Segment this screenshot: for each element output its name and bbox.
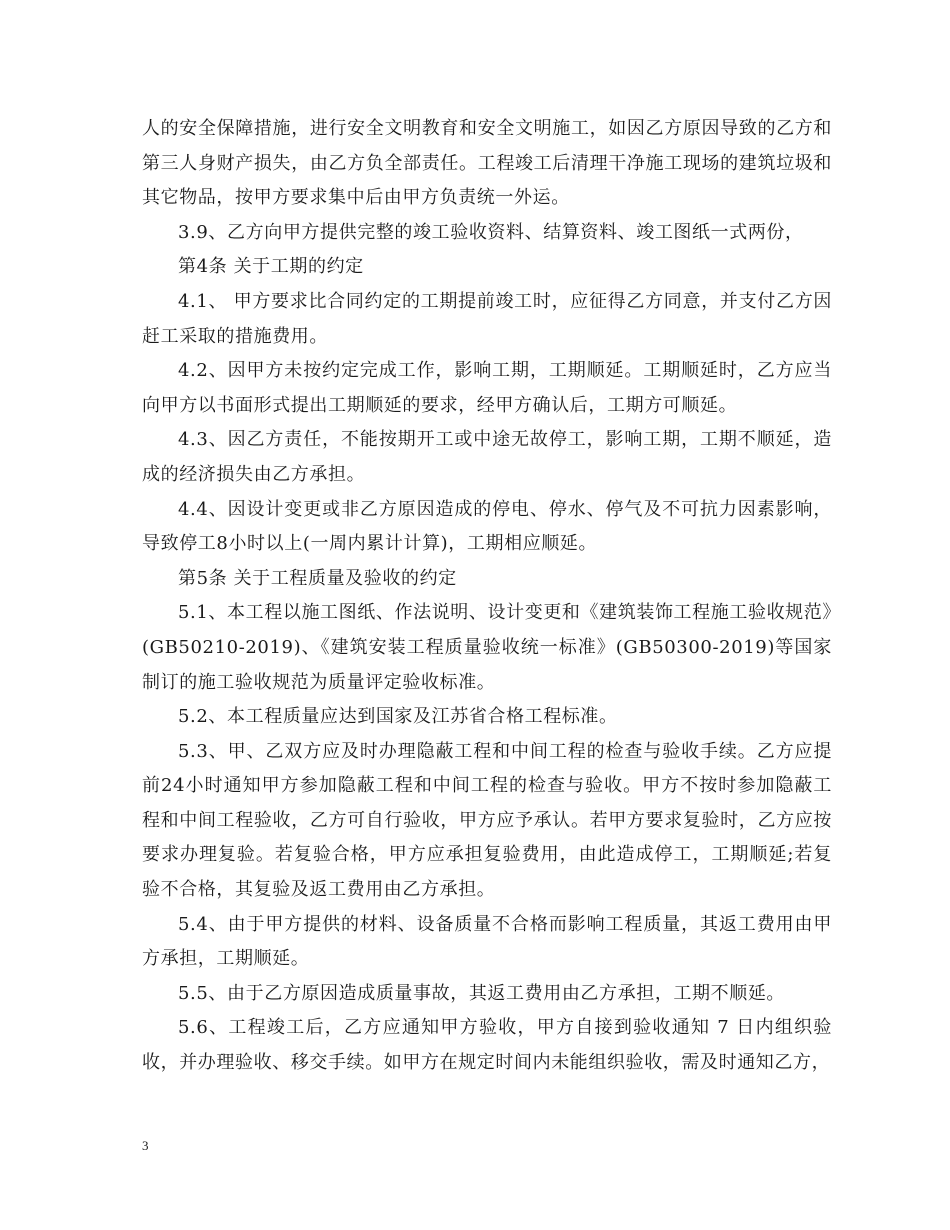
paragraph-5-3: 5.3、甲、乙双方应及时办理隐蔽工程和中间工程的检查与验收手续。乙方应提前24小时通知甲方参加隐蔽工程和中间工程的检查与验收。甲方不按时参加隐蔽工程和中间工程验收，乙方可自行验收，甲方应予承认。若甲方要求复验时，乙方应按要求办理复验。若复验合格，甲方应承担复验费用，由此造成停工，工期顺延;若复验不合格，其复验及返工费用由乙方承担。 — [142, 740, 832, 901]
paragraph-5-2: 5.2、本工程质量应达到国家及江苏省合格工程标准。 — [178, 706, 618, 728]
page-number: 3 — [142, 1138, 149, 1153]
paragraph-5-5: 5.5、由于乙方原因造成质量事故，其返工费用由乙方承担，工期不顺延。 — [178, 982, 786, 1004]
paragraph-safety-continued: 人的安全保障措施，进行安全文明教育和安全文明施工，如因乙方原因导致的乙方和第三人身财产损失，由乙方负全部责任。工程竣工后清理干净施工现场的建筑垃圾和其它物品，按甲方要求集中后由甲方负责统一外运。 — [142, 118, 832, 209]
paragraph-5-4: 5.4、由于甲方提供的材料、设备质量不合格而影响工程质量，其返工费用由甲方承担，工期顺延。 — [142, 913, 832, 970]
paragraph-3-9: 3.9、乙方向甲方提供完整的竣工验收资料、结算资料、竣工图纸一式两份， — [178, 221, 804, 243]
paragraph-5-1: 5.1、本工程以施工图纸、作法说明、设计变更和《建筑装饰工程施工验收规范》(GB50210-2019)、《建筑安装工程质量验收统一标准》(GB50300-2019)等国家制订的施工验收规范为质量评定验收标准。 — [142, 602, 832, 693]
article-4-heading: 第4条 关于工期的约定 — [178, 256, 364, 278]
document-body — [142, 112, 832, 1081]
paragraph-4-2: 4.2、因甲方未按约定完成工作，影响工期，工期顺延。工期顺延时，乙方应当向甲方以书面形式提出工期顺延的要求，经甲方确认后，工期方可顺延。 — [142, 360, 832, 416]
paragraph-4-1: 4.1、 甲方要求比合同约定的工期提前竣工时，应征得乙方同意，并支付乙方因赶工采取的措施费用。 — [142, 290, 832, 347]
paragraph-5-6: 5.6、工程竣工后，乙方应通知甲方验收，甲方自接到验收通知 7 日内组织验收，并办理验收、移交手续。如甲方在规定时间内未能组织验收，需及时通知乙方， — [142, 1017, 832, 1074]
paragraph-4-3: 4.3、因乙方责任，不能按期开工或中途无故停工，影响工期，工期不顺延，造成的经济损失由乙方承担。 — [142, 429, 832, 485]
article-5-heading: 第5条 关于工程质量及验收的约定 — [178, 567, 457, 589]
paragraph-4-4: 4.4、因设计变更或非乙方原因造成的停电、停水、停气及不可抗力因素影响，导致停工8小时以上(一周内累计计算)，工期相应顺延。 — [142, 498, 832, 555]
